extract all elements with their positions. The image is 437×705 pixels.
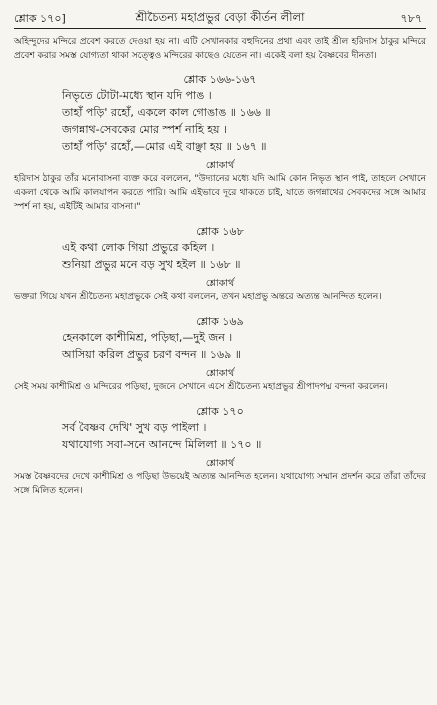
verse-heading: শ্লোক ১৭০ (196, 405, 244, 418)
book-page (14, 6, 426, 699)
translation-paragraph: হরিদাস ঠাকুর তাঁর মনোবাসনা ব্যক্ত করে বললেন, "উদ্যানের মধ্যে যদি আমি কোন নিভৃত স্থান পাই, তাহলে সেখানে একলা থেকে আমি কালযাপন করতে পারি। আমি এইভাবে দূরে থাকতে চাই, যাতে জগন্নাথের সেবকদের সঙ্গে আমার স্পর্শ না হয়, এইটিই আমার বাসনা।" (14, 174, 426, 212)
translation-heading: শ্লোকার্থ (205, 160, 235, 171)
verse-heading: শ্লোক ১৬৯ (196, 315, 244, 328)
translation-paragraph: সেই সময় কাশীমিশ্র ও মন্দিরের পড়িছা, দুজনে সেখানে এসে শ্রীচৈতন্য মহাপ্রভুর শ্রীপাদপদ্ম বন্দনা করলেন। (14, 382, 388, 392)
verse-line: তাহাঁ পড়ি' রহোঁ,—মোর এই বাঞ্ছা হয় ॥ ১৬৭ ॥ (62, 140, 267, 153)
verse-line: আসিয়া করিল প্রভুর চরণ বন্দন ॥ ১৬৯ ॥ (62, 348, 241, 361)
translation-paragraph: সমস্ত বৈষ্ণবদের দেখে কাশীমিশ্র ও পড়িছা উভয়েই অত্যন্ত আনন্দিত হলেন। যথাযোগ্য সম্মান প্রদর্শন করে তাঁরা তাঁদের সঙ্গে মিলিত হলেন। (14, 472, 426, 496)
translation-heading: শ্লোকার্থ (205, 458, 235, 469)
verse-heading: শ্লোক ১৬৬-১৬৭ (183, 73, 257, 86)
verse-line: নিভৃতে টোটা-মধ্যে স্থান যদি পাঙ । (62, 89, 212, 102)
header-chapter-title: শ্রীচৈতন্য মহাপ্রভুর বেড়া কীর্তন লীলা (135, 10, 305, 24)
verse-line: যথাযোগ্য সবা-সনে আনন্দে মিলিলা ॥ ১৭০ ॥ (62, 438, 262, 451)
header-verse-range: শ্লোক ১৭০] (14, 12, 66, 25)
translation-heading: শ্লোকার্থ (205, 278, 235, 289)
page-number: ৭৮৭ (400, 12, 422, 25)
running-header (14, 6, 426, 29)
intro-paragraph: অহিন্দুদের মন্দিরে প্রবেশ করতে দেওয়া হয় না। এটি সেখানকার বহুদিনের প্রথা এবং তাই শ্রীল হরিদাস ঠাকুর মন্দিরে প্রবেশ করার সমস্ত যোগ্যতা থাকা সত্ত্বেও মন্দিরের কাছেও যেতেন না। একেই বলা হয় বৈষ্ণবের দীনতা। (14, 37, 426, 61)
verse-line: জগন্নাথ-সেবকের মোর স্পর্শ নাহি হয় । (62, 123, 227, 136)
translation-paragraph: ভক্তরা গিয়ে যখন শ্রীচৈতন্য মহাপ্রভুকে সেই কথা বললেন, তখন মহাপ্রভু অন্তরে অত্যন্ত আনন্দিত হলেন। (14, 292, 382, 302)
verse-line: সর্ব বৈষ্ণব দেখি' সুখ বড় পাইলা । (62, 421, 207, 434)
verse-section-168 (14, 224, 426, 304)
translation-heading: শ্লোকার্থ (205, 368, 235, 379)
verse-section-169 (14, 314, 426, 394)
verse-section-170 (14, 404, 426, 498)
verse-heading: শ্লোক ১৬৮ (196, 225, 244, 238)
verse-line: তাহাঁ পড়ি' রহোঁ, একলে কাল গোঙাঙ ॥ ১৬৬ ॥ (62, 106, 271, 119)
verse-line: শুনিয়া প্রভুর মনে বড় সুখ হইল ॥ ১৬৮ ॥ (62, 258, 241, 271)
verse-line: এই কথা লোক গিয়া প্রভুরে কহিল । (62, 241, 215, 254)
verse-line: হেনকালে কাশীমিশ্র, পড়িছা,—দুই জন । (62, 331, 233, 344)
verse-section-166-167 (14, 72, 426, 214)
